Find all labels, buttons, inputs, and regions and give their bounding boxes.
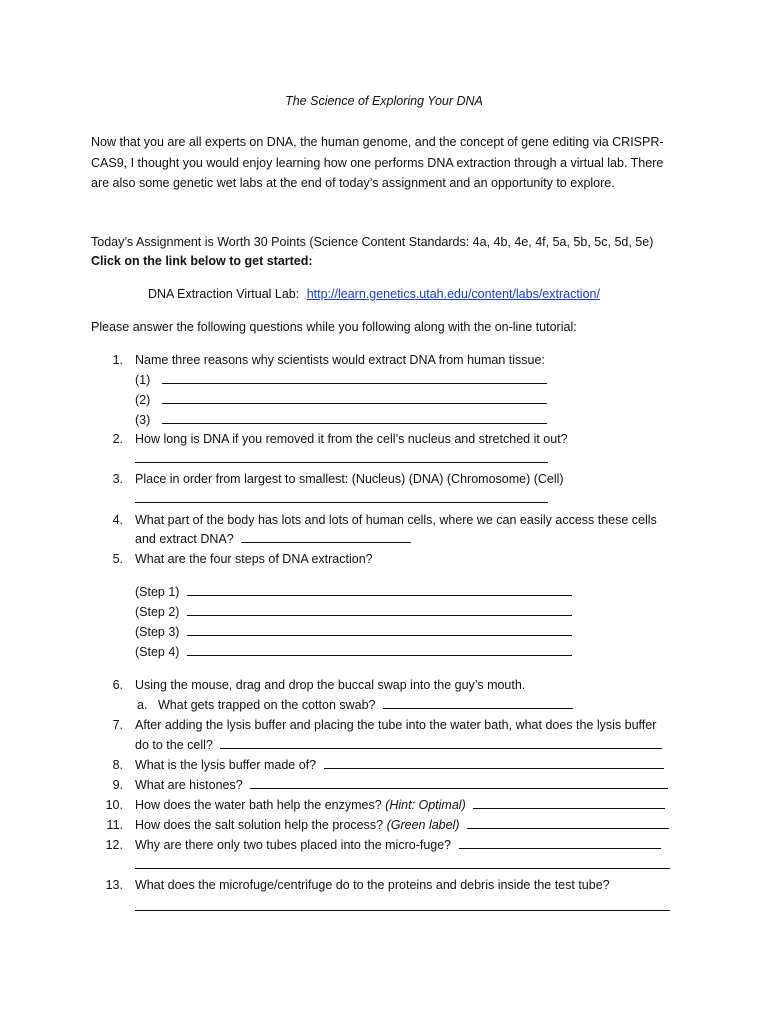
question-text: How does the water bath help the enzymes? [135,798,382,812]
question-number: 6. [112,678,123,692]
question-text: Using the mouse, drag and drop the buccal swap into the guy’s mouth. [135,678,526,692]
step-1-row[interactable] [135,583,572,601]
assignment-line: Today’s Assignment is Worth 30 Points (Science Content Standards: 4a, 4b, 4e, 4f, 5a, 5b, 5c, 5d, 5e) [91,235,654,249]
answer-2[interactable] [135,450,548,468]
hint-text: (Green label) [386,818,460,832]
answer-blank[interactable] [383,696,573,709]
instructions: Please answer the following questions while you following along with the on-line tutorial: [91,320,577,334]
step-label: (Step 2) [135,605,180,619]
question-number: 8. [112,758,123,772]
answer-blank[interactable] [162,371,547,384]
answer-blank[interactable] [473,796,665,809]
question-text: What are the four steps of DNA extraction? [135,552,373,566]
answer-blank[interactable] [250,776,668,789]
answer-blank[interactable] [187,603,572,616]
answer-blank[interactable] [241,530,411,543]
answer-1-2[interactable] [135,391,547,409]
question-number: 11. [106,818,123,832]
question-text: What gets trapped on the cotton swab? [158,698,376,712]
question-row [135,796,665,814]
question-row [135,816,669,834]
answer-blank[interactable] [467,816,669,829]
question-row [135,836,661,854]
question-number: 7. [112,718,123,732]
answer-13[interactable] [135,898,670,916]
answer-blank[interactable] [187,583,572,596]
answer-label: (1) [135,373,151,387]
step-2-row[interactable] [135,603,572,621]
question-number: 10. [105,798,123,812]
answer-label: (3) [135,413,151,427]
question-text: What part of the body has lots and lots of human cells, where we can easily access these cells [135,513,657,527]
sub-question-label: a. [137,698,148,712]
question-4-continued [135,530,411,548]
step-4-row[interactable] [135,643,572,661]
question-text: How long is DNA if you removed it from the cell’s nucleus and stretched it out? [135,432,568,446]
answer-blank[interactable] [135,898,670,911]
intro-paragraph: Now that you are all experts on DNA, the human genome, and the concept of gene editing via CRISPR-CAS9, I thought you would enjoy learning how one performs DNA extraction through a virtual lab. There are also some genetic wet labs at the end of today’s assignment and an opportunity to explore. [91,135,664,190]
lab-link-row [148,285,600,303]
step-label: (Step 3) [135,625,180,639]
question-row [135,776,668,794]
question-text: What is the lysis buffer made of? [135,758,317,772]
sub-question-row [158,696,573,714]
question-text: Name three reasons why scientists would extract DNA from human tissue: [135,353,545,367]
click-instruction: Click on the link below to get started: [91,254,313,268]
question-number: 1. [112,353,123,367]
hint-text: (Hint: Optimal) [385,798,466,812]
document-title: The Science of Exploring Your DNA [285,94,483,108]
question-number: 5. [112,552,123,566]
question-number: 9. [112,778,123,792]
answer-blank[interactable] [187,623,572,636]
question-text: How does the salt solution help the process? [135,818,384,832]
question-text: Why are there only two tubes placed into the micro-fuge? [135,838,452,852]
answer-blank[interactable] [135,490,548,503]
answer-blank[interactable] [459,836,661,849]
answer-1-1[interactable] [135,371,547,389]
answer-3[interactable] [135,490,548,508]
answer-blank[interactable] [324,756,664,769]
lab-url-link[interactable]: http://learn.genetics.utah.edu/content/labs/extraction/ [306,287,600,301]
question-text: What are histones? [135,778,243,792]
answer-blank[interactable] [162,391,547,404]
answer-blank[interactable] [135,450,548,463]
question-text: and extract DNA? [135,532,234,546]
question-text: do to the cell? [135,738,213,752]
step-3-row[interactable] [135,623,572,641]
question-7-continued [135,736,662,754]
question-number: 13. [105,878,123,892]
question-number: 12. [105,838,123,852]
step-label: (Step 1) [135,585,180,599]
question-text: After adding the lysis buffer and placing the tube into the water bath, what does the lysis buffer [135,718,657,732]
question-text: Place in order from largest to smallest: (Nucleus) (DNA) (Chromosome) (Cell) [135,472,564,486]
step-label: (Step 4) [135,645,180,659]
answer-blank[interactable] [135,856,670,869]
question-text: What does the microfuge/centrifuge do to the proteins and debris inside the test tube? [135,878,610,892]
question-number: 3. [112,472,123,486]
answer-blank[interactable] [187,643,572,656]
answer-1-3[interactable] [135,411,547,429]
question-number: 2. [112,432,123,446]
lab-label: DNA Extraction Virtual Lab: [148,287,300,301]
question-number: 4. [112,513,123,527]
answer-12-extra[interactable] [135,856,670,874]
answer-label: (2) [135,393,151,407]
answer-blank[interactable] [162,411,547,424]
answer-blank[interactable] [220,736,662,749]
question-row [135,756,664,774]
